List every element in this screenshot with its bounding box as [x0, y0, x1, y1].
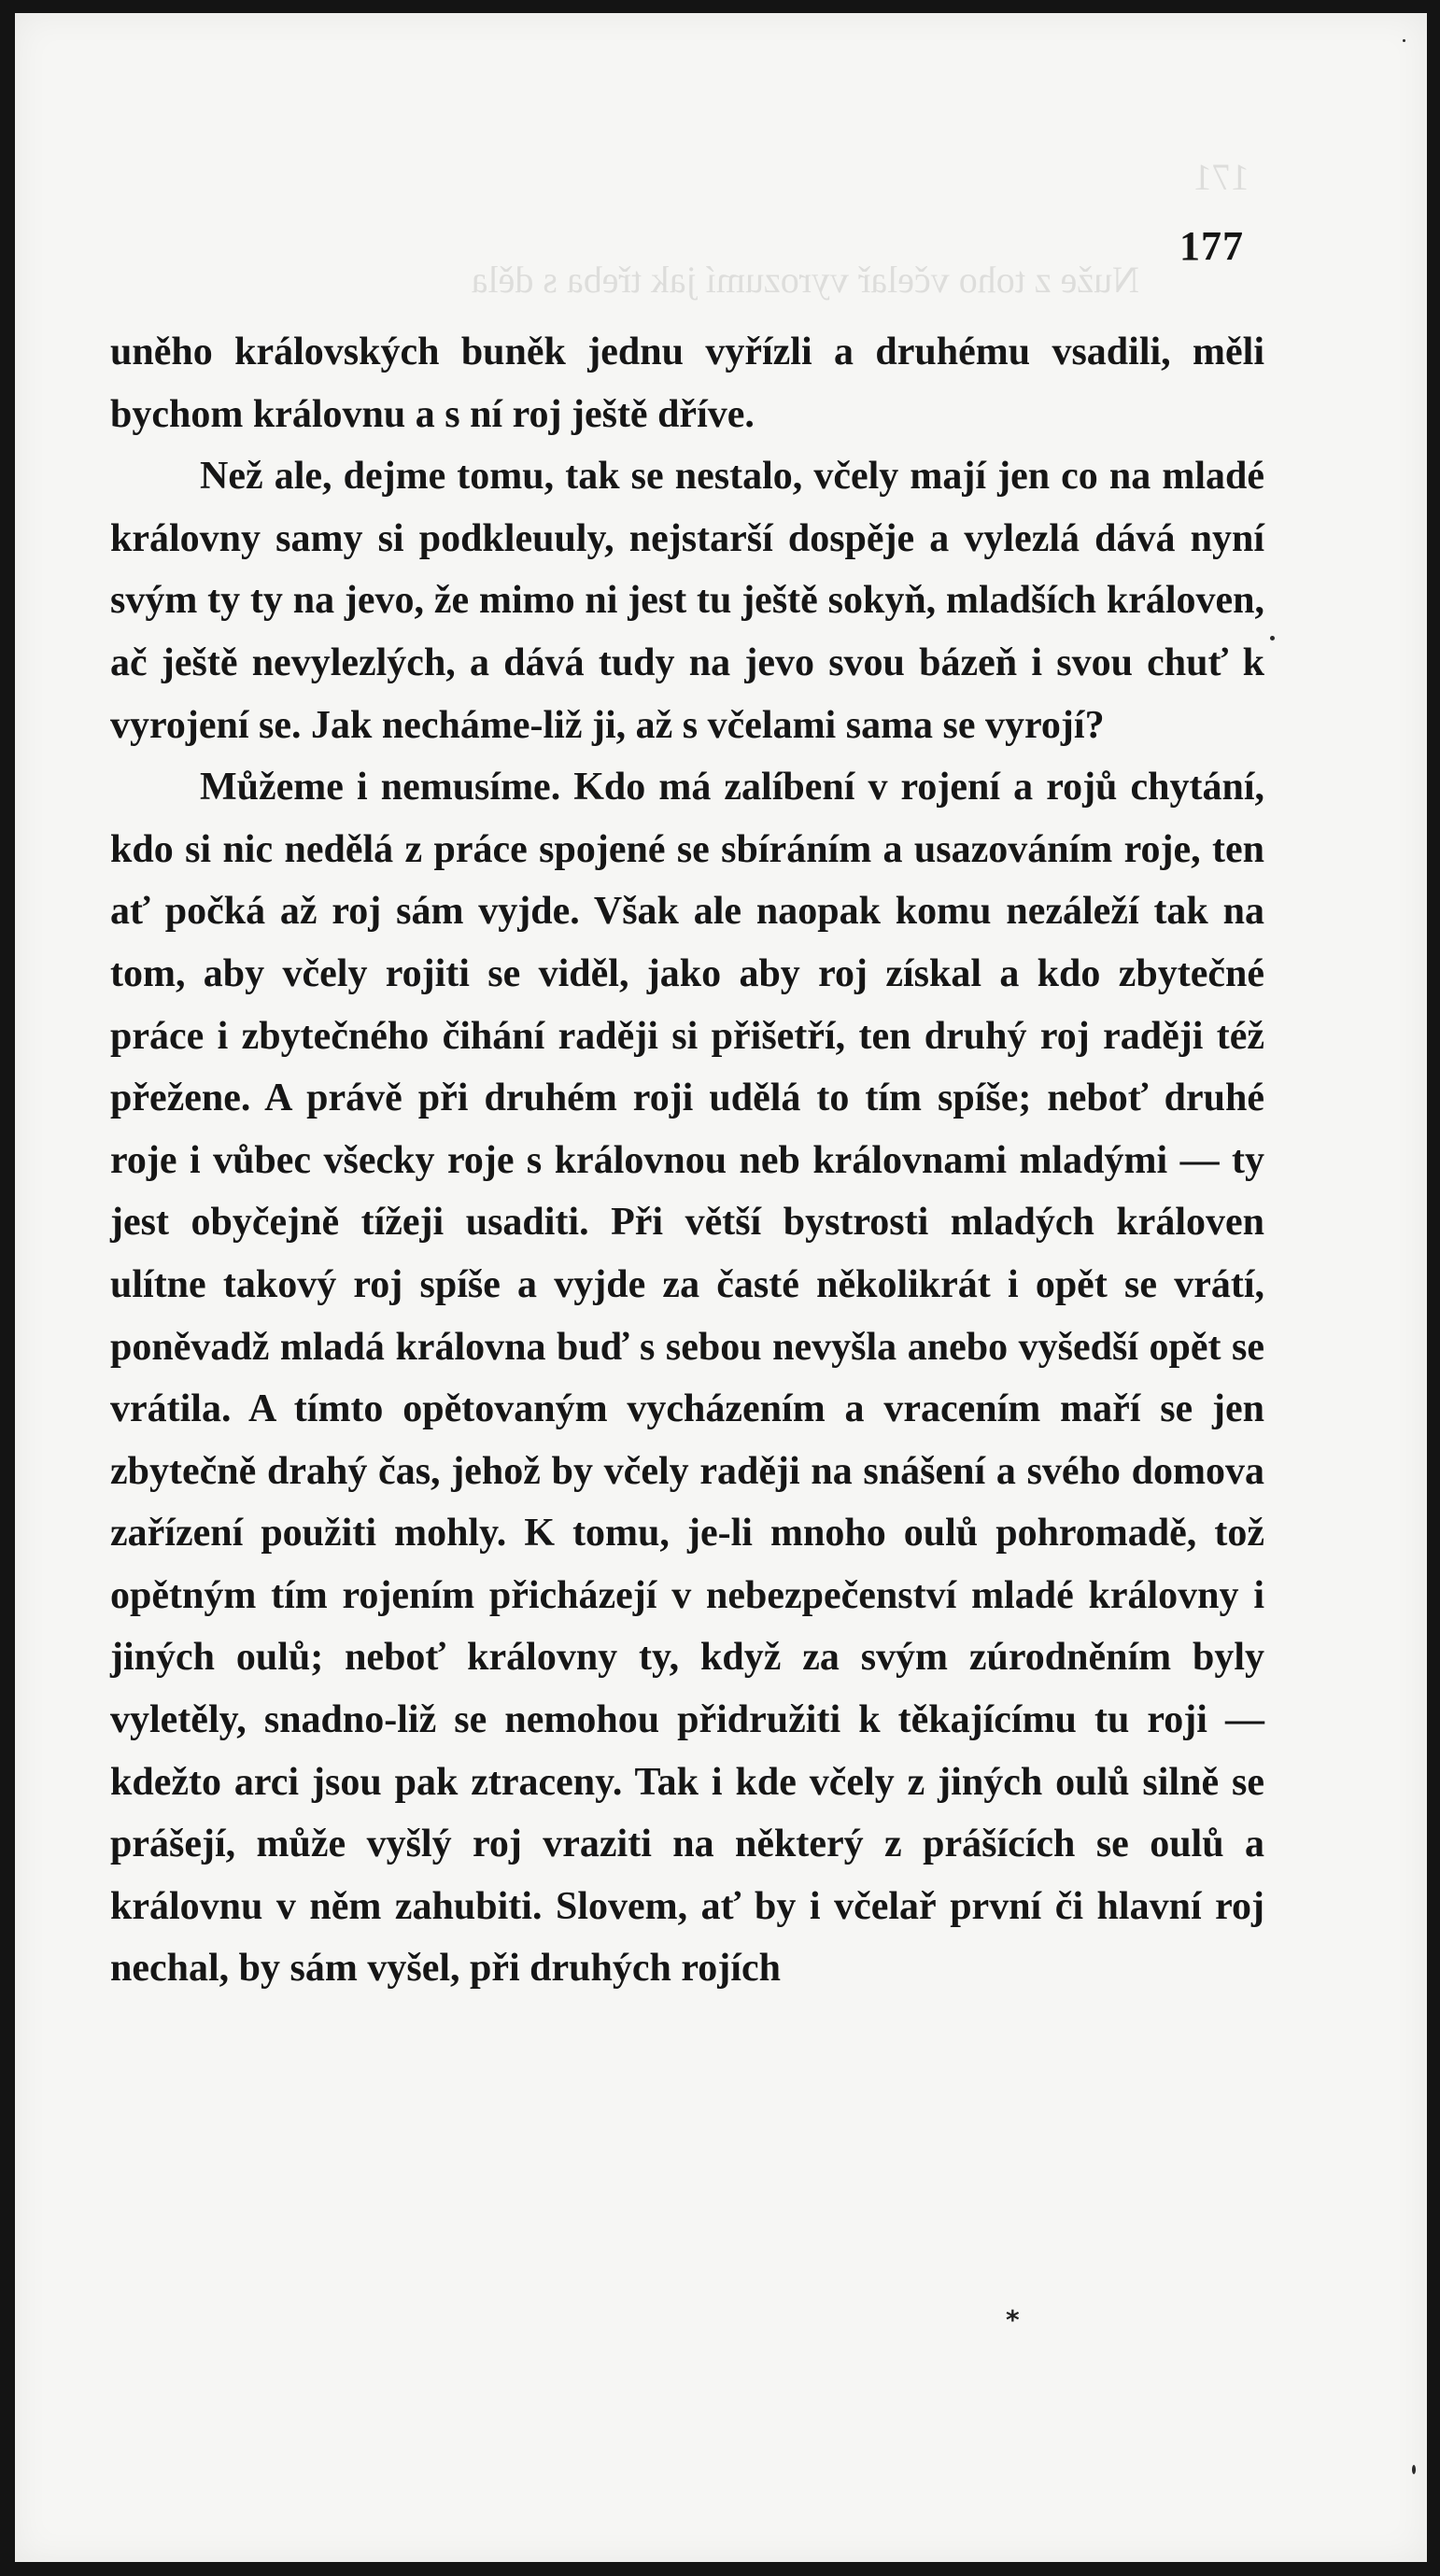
bleed-through-page-number: 171	[1193, 156, 1249, 198]
paragraph-continuation: uněho královských buněk jednu vyřízli a druhému vsadili, měli bychom královnu a s ní roj ještě dříve.	[110, 331, 1264, 436]
paragraph: Můžeme i nemusíme. Kdo má zalíbení v rojení a rojů chytání, kdo si nic nedělá z práce spojené se sbíráním a usazováním roje, ten ať počká až roj sám vyjde. Však ale naopak komu nezáleží tak na tom, aby včely rojiti se viděl, jako aby roj získal a kdo zbytečné práce i zbytečného čihání raději si přišetří, ten druhý roj raději též přežene. A právě při druhém roji udělá to tím spíše; neboť druhé roje i vůbec všecky roje s královnou neb královnami mladými — ty jest obyčejně tížeji usaditi. Při větší bystrosti mladých královen ulítne takový roj spíše a vyjde za časté několikrát i opět se vrátí, poněvadž mladá královna buď s sebou nevyšla anebo vyšedší opět se vrátila. A tímto opětovaným vycházením a vracením maří se jen zbytečně drahý čas, jehož by včely raději na snášení a svého domova zařízení použiti mohly. K tomu, je-li mnoho oulů pohromadě, tož opětným tím rojením přicházejí v nebezpečenství mladé královny i jiných oulů; neboť královny ty, když za svým zúrodněním byly vyletěly, snadno-liž se nemohou přidružiti k těkajícímu tu roji — kdežto arci jsou pak ztraceny. Tak i kde včely z jiných oulů silně se prášejí, může vyšlý roj vraziti na některý z prášících se oulů a královnu v něm zahubiti. Slovem, ať by i včelař první či hlavní roj nechal, by sám vyšel, při druhých rojích	[110, 766, 1264, 1991]
ink-speck	[1270, 636, 1275, 640]
ink-speck	[1412, 2465, 1416, 2474]
book-page	[15, 13, 1427, 2562]
body-text	[110, 321, 1264, 2000]
page-number: 177	[1179, 223, 1244, 269]
ink-speck	[1403, 39, 1405, 42]
paragraph: Než ale, dejme tomu, tak se nestalo, včely mají jen co na mladé královny samy si podkleuuly, nejstarší dospěje a vylezlá dává nyní svým ty ty na jevo, že mimo ni jest tu ještě sokyň, mladších královen, ač ještě nevylezlých, a dává tudy na jevo svou bázeň i svou chuť k vyrojení se. Jak necháme-liž ji, až s včelami sama se vyrojí?	[110, 455, 1264, 747]
bleed-through-text: Nuže z toho včelař vyrozumí jak třeba s děla	[471, 259, 1139, 301]
signature-mark: *	[1006, 2304, 1020, 2335]
